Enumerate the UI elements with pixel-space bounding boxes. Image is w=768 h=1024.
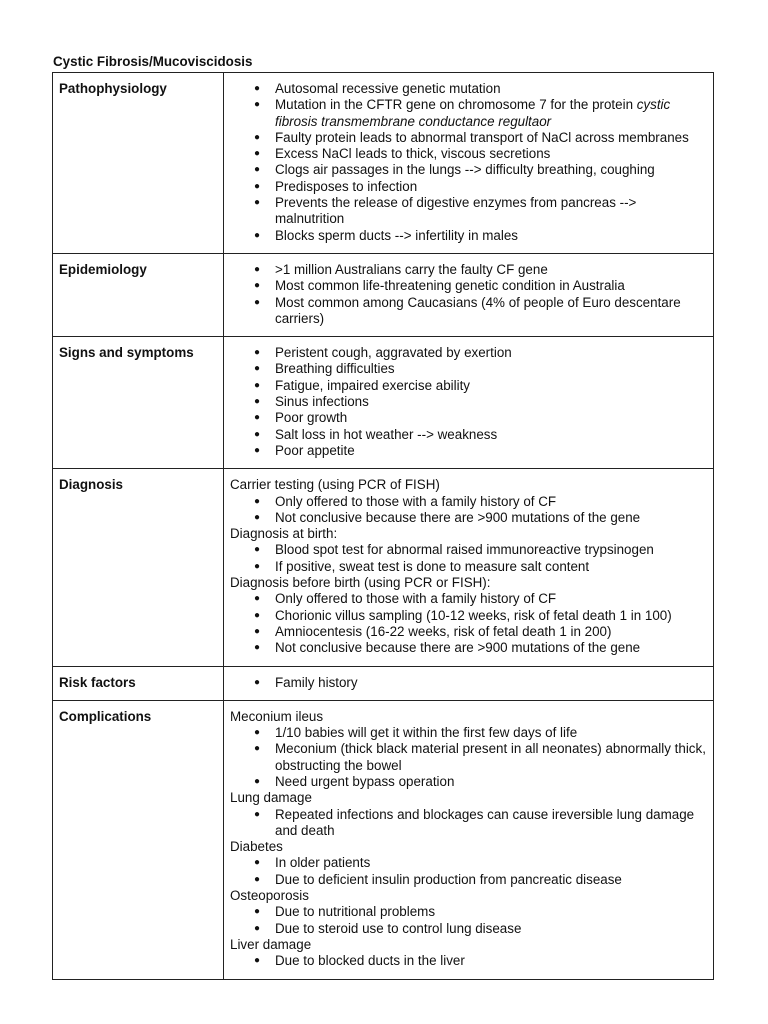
document-title: Cystic Fibrosis/Mucoviscidosis [53,54,253,69]
table-row-complications [53,700,714,979]
row-content [224,337,714,469]
list-item: ● Predisposes to infection [275,179,707,195]
list-item: ● >1 million Australians carry the faulty CF gene [275,262,707,278]
bullet-list [230,855,707,888]
section-heading: Liver damage [230,936,312,952]
section-heading: Diagnosis before birth (using PCR or FISH): [230,575,491,591]
list-item: ● Faulty protein leads to abnormal transport of NaCl across membranes [275,130,707,146]
list-item: ● Blood spot test for abnormal raised immunoreactive trypsinogen [275,542,707,558]
list-item: ● Due to steroid use to control lung disease [275,921,707,937]
section-heading: Meconium ileus [230,708,324,724]
list-item: ● Fatigue, impaired exercise ability [275,378,707,394]
list-item: ● Only offered to those with a family history of CF [275,591,707,607]
list-item: ● Family history [275,675,707,691]
row-content [224,666,714,700]
list-item: ● Most common among Caucasians (4% of people of Euro descentare carriers) [275,295,707,328]
list-item: ● If positive, sweat test is done to measure salt content [275,559,707,575]
list-item: ● Due to blocked ducts in the liver [275,953,707,969]
row-label: Complications [53,700,224,979]
list-item: ● Sinus infections [275,394,707,410]
bullet-list [230,345,707,459]
row-content [224,700,714,979]
row-label: Pathophysiology [53,73,224,254]
row-content [224,253,714,336]
list-item: ● Autosomal recessive genetic mutation [275,81,707,97]
section-heading: Diagnosis at birth: [230,526,338,542]
list-item: ● Breathing difficulties [275,361,707,377]
row-content [224,469,714,666]
list-item: ● In older patients [275,855,707,871]
table-row-epidemiology [53,253,714,336]
list-item: ● Not conclusive because there are >900 mutations of the gene [275,640,707,656]
row-label: Signs and symptoms [53,337,224,469]
bullet-list [230,725,707,790]
list-item: ● Due to deficient insulin production from pancreatic disease [275,872,707,888]
bullet-list [230,675,707,691]
list-item: ● Excess NaCl leads to thick, viscous secretions [275,146,707,162]
bullet-list [230,81,707,244]
bullet-list [230,904,707,937]
bullet-list [230,494,707,527]
row-label: Epidemiology [53,253,224,336]
list-item: ● Repeated infections and blockages can cause ireversible lung damage and death [275,807,707,840]
list-item: ● Need urgent bypass operation [275,774,707,790]
section-heading: Carrier testing (using PCR of FISH) [230,477,440,493]
bullet-list [230,262,707,327]
list-item: ● Poor appetite [275,443,707,459]
list-item: ● Peristent cough, aggravated by exertion [275,345,707,361]
table-row-risk-factors [53,666,714,700]
bullet-list [230,542,707,575]
table-row-diagnosis [53,469,714,666]
row-label: Diagnosis [53,469,224,666]
row-label: Risk factors [53,666,224,700]
protein-name: cystic fibrosis transmembrane conductance regultaor [275,97,671,129]
list-item: ● Only offered to those with a family history of CF [275,494,707,510]
list-item: ● Due to nutritional problems [275,904,707,920]
list-item: ● Salt loss in hot weather --> weakness [275,427,707,443]
list-item: ● Chorionic villus sampling (10-12 weeks, risk of fetal death 1 in 100) [275,608,707,624]
list-item: ● Poor growth [275,410,707,426]
table-row-pathophysiology [53,73,714,254]
row-content [224,73,714,254]
list-item: ● Meconium (thick black material present in all neonates) abnormally thick, obstructing the bowel [275,741,707,774]
list-item: ● Prevents the release of digestive enzymes from pancreas --> malnutrition [275,195,707,228]
bullet-list [230,807,707,840]
list-item: ● 1/10 babies will get it within the first few days of life [275,725,707,741]
list-item-text: Mutation in the CFTR gene on chromosome 7 for the protein [275,97,637,113]
list-item [275,97,707,130]
section-heading: Lung damage [230,790,312,806]
cf-table [52,72,714,980]
list-item: ● Amniocentesis (16-22 weeks, risk of fetal death 1 in 200) [275,624,707,640]
list-item: ● Clogs air passages in the lungs --> difficulty breathing, coughing [275,162,707,178]
list-item: ● Most common life-threatening genetic condition in Australia [275,278,707,294]
bullet-list [230,953,707,969]
section-heading: Diabetes [230,839,283,855]
list-item: ● Blocks sperm ducts --> infertility in males [275,228,707,244]
bullet-list [230,591,707,656]
section-heading: Osteoporosis [230,888,309,904]
table-row-signs-symptoms [53,337,714,469]
list-item: ● Not conclusive because there are >900 mutations of the gene [275,510,707,526]
